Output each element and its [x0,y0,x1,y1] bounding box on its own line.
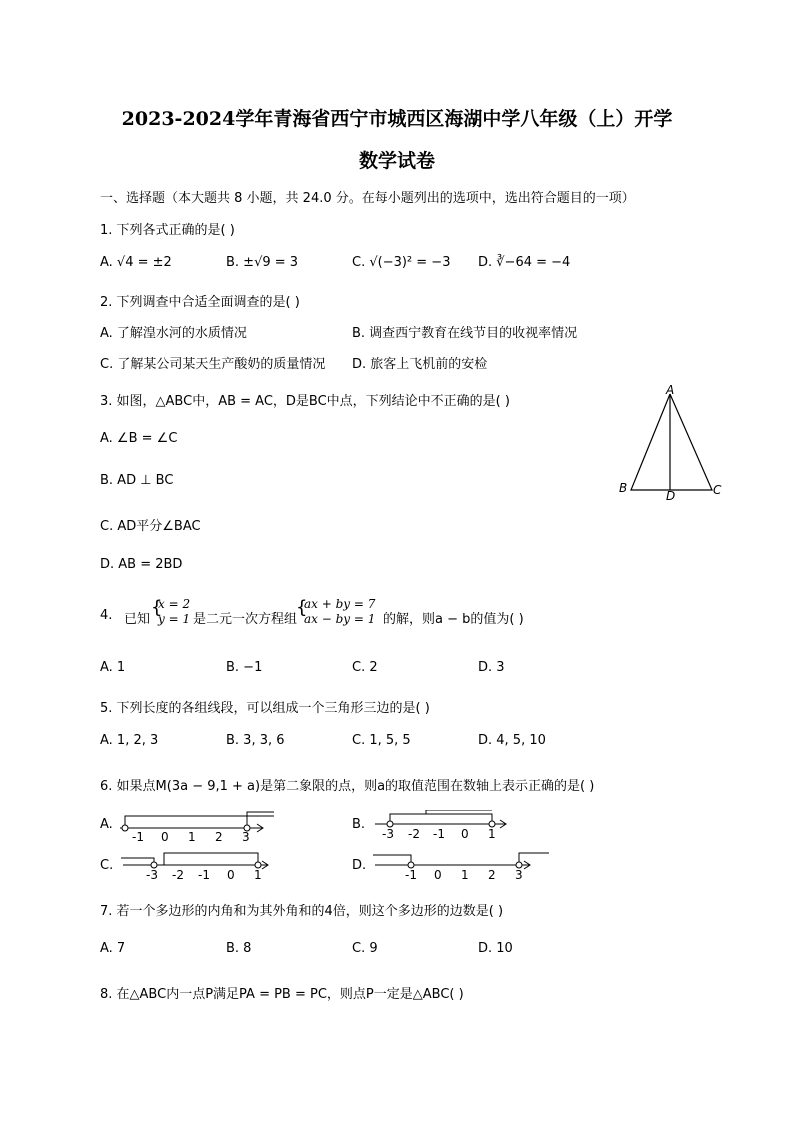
open-point [122,825,128,831]
tick-label: 1 [488,827,496,841]
q7-option-a: A. 7 [100,941,126,956]
q2-option-a: A. 了解湟水河的水质情况 [100,326,247,341]
solution-ray [164,853,258,865]
q4-option-c: C. 2 [352,660,378,675]
section-heading: 一、选择题（本大题共 8 小题，共 24.0 分。在每小题列出的选项中，选出符合题目的一项） [100,191,635,206]
tick-label: -1 [132,830,144,844]
q3-option-c: C. AD平分∠BAC [100,519,201,534]
vertex-b-label: B [619,481,628,495]
tick-label: 1 [188,830,196,844]
q5-option-d: D. 4, 5, 10 [478,733,546,748]
tick-label: 3 [242,830,250,844]
q1-stem: 1. 下列各式正确的是( ) [100,223,235,238]
q6-number-line-c [118,848,278,884]
q4-system-2 [304,597,375,627]
q2-option-b: B. 调查西宁教育在线节目的收视率情况 [352,326,578,341]
q8-stem: 8. 在△ABC内一点P满足PA = PB = PC，则点P一定是△ABC( ) [100,987,464,1002]
q4-sys2-eq1: ax + by = 7 [304,597,376,611]
q6-option-b-label: B. [352,817,366,832]
point-d-label: D [666,489,676,503]
tick-label: -1 [433,827,445,841]
solution-ray [121,858,154,865]
tick-label: 0 [227,868,235,882]
triangle-outline [631,394,712,490]
q7-option-d: D. 10 [478,941,513,956]
triangle-figure [610,380,730,505]
q2-option-d: D. 旅客上飞机前的安检 [352,357,488,372]
page-title: 2023-2024学年青海省西宁市城西区海湖中学八年级（上）开学 [121,108,673,130]
tick-label: 0 [461,827,469,841]
tick-label: -2 [172,868,184,882]
q7-stem: 7. 若一个多边形的内角和为其外角和的4倍，则这个多边形的边数是( ) [100,904,504,919]
brace-icon: { [296,597,308,618]
q1-option-a: A. √4 = ±2 [100,255,172,270]
q2-stem: 2. 下列调查中合适全面调查的是( ) [100,295,300,310]
q5-option-c: C. 1, 5, 5 [352,733,411,748]
solution-ray [373,855,411,865]
q4-text-post: 的解，则a − b的值为( ) [383,612,524,627]
q1-option-c: C. √(−3)² = −3 [352,255,451,270]
tick-label: -3 [146,868,158,882]
tick-label: 3 [515,868,523,882]
q4-sys1-eq1: x = 2 [158,597,191,611]
q4-option-a: A. 1 [100,660,126,675]
q6-number-line-d [370,848,555,884]
tick-label: 2 [488,868,496,882]
q3-stem: 3. 如图，△ABC中，AB = AC，D是BC中点，下列结论中不正确的是( ) [100,394,510,409]
q3-option-d: D. AB = 2BD [100,557,183,572]
q4-text-mid: 是二元一次方程组 [193,612,298,627]
q7-option-c: C. 9 [352,941,378,956]
tick-label: -1 [198,868,210,882]
q6-number-line-b [370,810,515,846]
q3-option-a: A. ∠B = ∠C [100,431,178,446]
q7-option-b: B. 8 [226,941,252,956]
q3-option-b: B. AD ⊥ BC [100,473,174,488]
vertex-a-label: A [666,383,675,397]
q5-stem: 5. 下列长度的各组线段，可以组成一个三角形三边的是( ) [100,701,430,716]
q4-system-1 [158,597,190,627]
tick-label: 2 [215,830,223,844]
q5-option-a: A. 1, 2, 3 [100,733,159,748]
q4-number: 4. [100,608,113,623]
solution-ray [125,816,274,828]
q5-option-b: B. 3, 3, 6 [226,733,285,748]
q4-text-pre: 已知 [124,612,151,627]
q6-option-c-label: C. [100,858,114,873]
tick-label: -3 [382,827,394,841]
page-subtitle: 数学试卷 [358,150,435,172]
q4-sys2-eq2: ax − by = 1 [304,612,376,626]
q6-number-line-a [115,810,280,846]
brace-icon: { [151,597,163,618]
tick-label: -1 [405,868,417,882]
tick-label: 0 [434,868,442,882]
q2-option-c: C. 了解某公司某天生产酸奶的质量情况 [100,357,326,372]
q6-option-d-label: D. [352,858,367,873]
q4-sys1-eq2: y = 1 [158,612,191,626]
q6-stem: 6. 如果点M(3a − 9,1 + a)是第二象限的点，则a的取值范围在数轴上表示正确的是( ) [100,779,595,794]
solution-ray [426,810,492,814]
solution-ray [519,853,549,865]
q6-option-a-label: A. [100,817,113,832]
solution-segment [390,814,492,824]
tick-label: 0 [161,830,169,844]
tick-label: 1 [461,868,469,882]
q4-option-b: B. −1 [226,660,263,675]
q1-option-b: B. ±√9 = 3 [226,255,299,270]
q1-option-d: D. ∛−64 = −4 [478,255,571,270]
tick-label: 1 [254,868,262,882]
solution-ray [247,812,274,828]
vertex-c-label: C [713,483,722,497]
q4-option-d: D. 3 [478,660,505,675]
tick-label: -2 [408,827,420,841]
